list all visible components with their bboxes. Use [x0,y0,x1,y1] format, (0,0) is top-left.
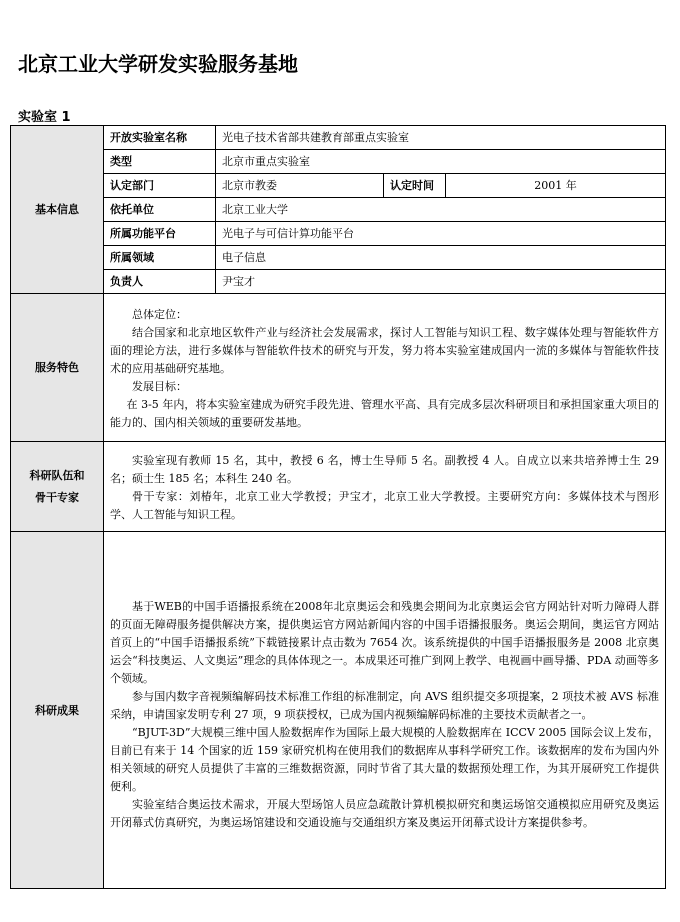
lab-info-table [10,125,666,889]
leader-value: 尹宝才 [216,270,666,294]
field-label: 所属领域 [104,246,216,270]
results-p4: 实验室结合奥运技术需求，开展大型场馆人员应急疏散计算机模拟研究和奥运场馆交通模拟应用研究及奥运开闭幕式仿真研究，为奥运场馆建设和交通设施与交通组织方案及奥运开闭幕式设计方案提供参考。 [110,798,660,829]
name-label: 开放实验室名称 [104,126,216,150]
dept-label: 认定部门 [104,174,216,198]
results-p3: “BJUT-3D”大规模三维中国人脸数据库作为国际上最大规模的人脸数据库在 ICCV 2005 国际会议上发布，目前已有来于 14 个国家的近 159 家研究机构在使用我们的数据库从事科学研究工作。该数据库的发布为国内外相关领域的研究人员提供了丰富的三维数据资源，同时节省了其大量的数据预处理工作，为其开展研究工作提供便利。 [110,726,660,793]
features-content [104,294,666,442]
dept-value: 北京市教委 [216,174,384,198]
field-value: 电子信息 [216,246,666,270]
team-p2: 骨干专家：刘椿年，北京工业大学教授；尹宝才，北京工业大学教授。主要研究方向：多媒体技术与图形学、人工智能与知识工程。 [110,490,660,521]
time-value: 2001 年 [446,174,666,198]
unit-value: 北京工业大学 [216,198,666,222]
team-p1: 实验室现有教师 15 名，其中，教授 6 名，博士生导师 5 名。副教授 4 人。自成立以来共培养博士生 29 名；硕士生 185 名；本科生 240 名。 [110,454,660,485]
team-header-line2: 骨干专家 [35,490,79,504]
name-value: 光电子技术省部共建教育部重点实验室 [216,126,666,150]
leader-label: 负责人 [104,270,216,294]
type-label: 类型 [104,150,216,174]
features-p1: 总体定位： [132,307,187,321]
lab-label: 实验室 1 [18,110,71,125]
results-header: 科研成果 [11,532,104,889]
features-p2: 结合国家和北京地区软件产业与经济社会发展需求，探讨人工智能与知识工程、数字媒体处理与智能软件方面的理论方法，进行多媒体与智能软件技术的研究与开发，努力将本实验室建成国内一流的多媒体与智能软件技术的应用基础研究基地。 [110,325,660,375]
features-p3: 发展目标： [132,379,187,393]
team-header-line1: 科研队伍和 [29,468,85,482]
team-header [11,442,104,532]
type-value: 北京市重点实验室 [216,150,666,174]
time-label: 认定时间 [384,174,446,198]
page-title: 北京工业大学研发实验服务基地 [18,52,298,76]
basic-info-header: 基本信息 [11,126,104,294]
platform-value: 光电子与可信计算功能平台 [216,222,666,246]
results-p1: 基于WEB的中国手语播报系统在2008年北京奥运会和残奥会期间为北京奥运会官方网站针对听力障碍人群的页面无障碍服务提供解决方案，提供奥运官方网站新闻内容的中国手语播报服务。奥运会期间，奥运官方网站首页上的“中国手语播报系统”下载链接累计点击数为 7654 次。该系统提供的中国手语播报服务是 2008 北京奥运会“科技奥运、人文奥运”理念的具体体现之一。本成果还可推广到网上教学、电视画中画导播、PDA 动画等多个领域。 [110,600,660,685]
results-content [104,532,666,889]
features-header: 服务特色 [11,294,104,442]
unit-label: 依托单位 [104,198,216,222]
features-p4: 在 3-5 年内，将本实验室建成为研究手段先进、管理水平高、具有完成多层次科研项目和承担国家重大项目的能力的、国内相关领域的重要研发基地。 [110,397,660,429]
platform-label: 所属功能平台 [104,222,216,246]
results-p2: 参与国内数字音视频编解码技术标准工作组的标准制定，向 AVS 组织提交多项提案，2 项技术被 AVS 标准采纳，申请国家发明专利 27 项，9 项获授权，已成为国内视频编解码标准的主要技术贡献者之一。 [110,690,660,721]
team-content [104,442,666,532]
